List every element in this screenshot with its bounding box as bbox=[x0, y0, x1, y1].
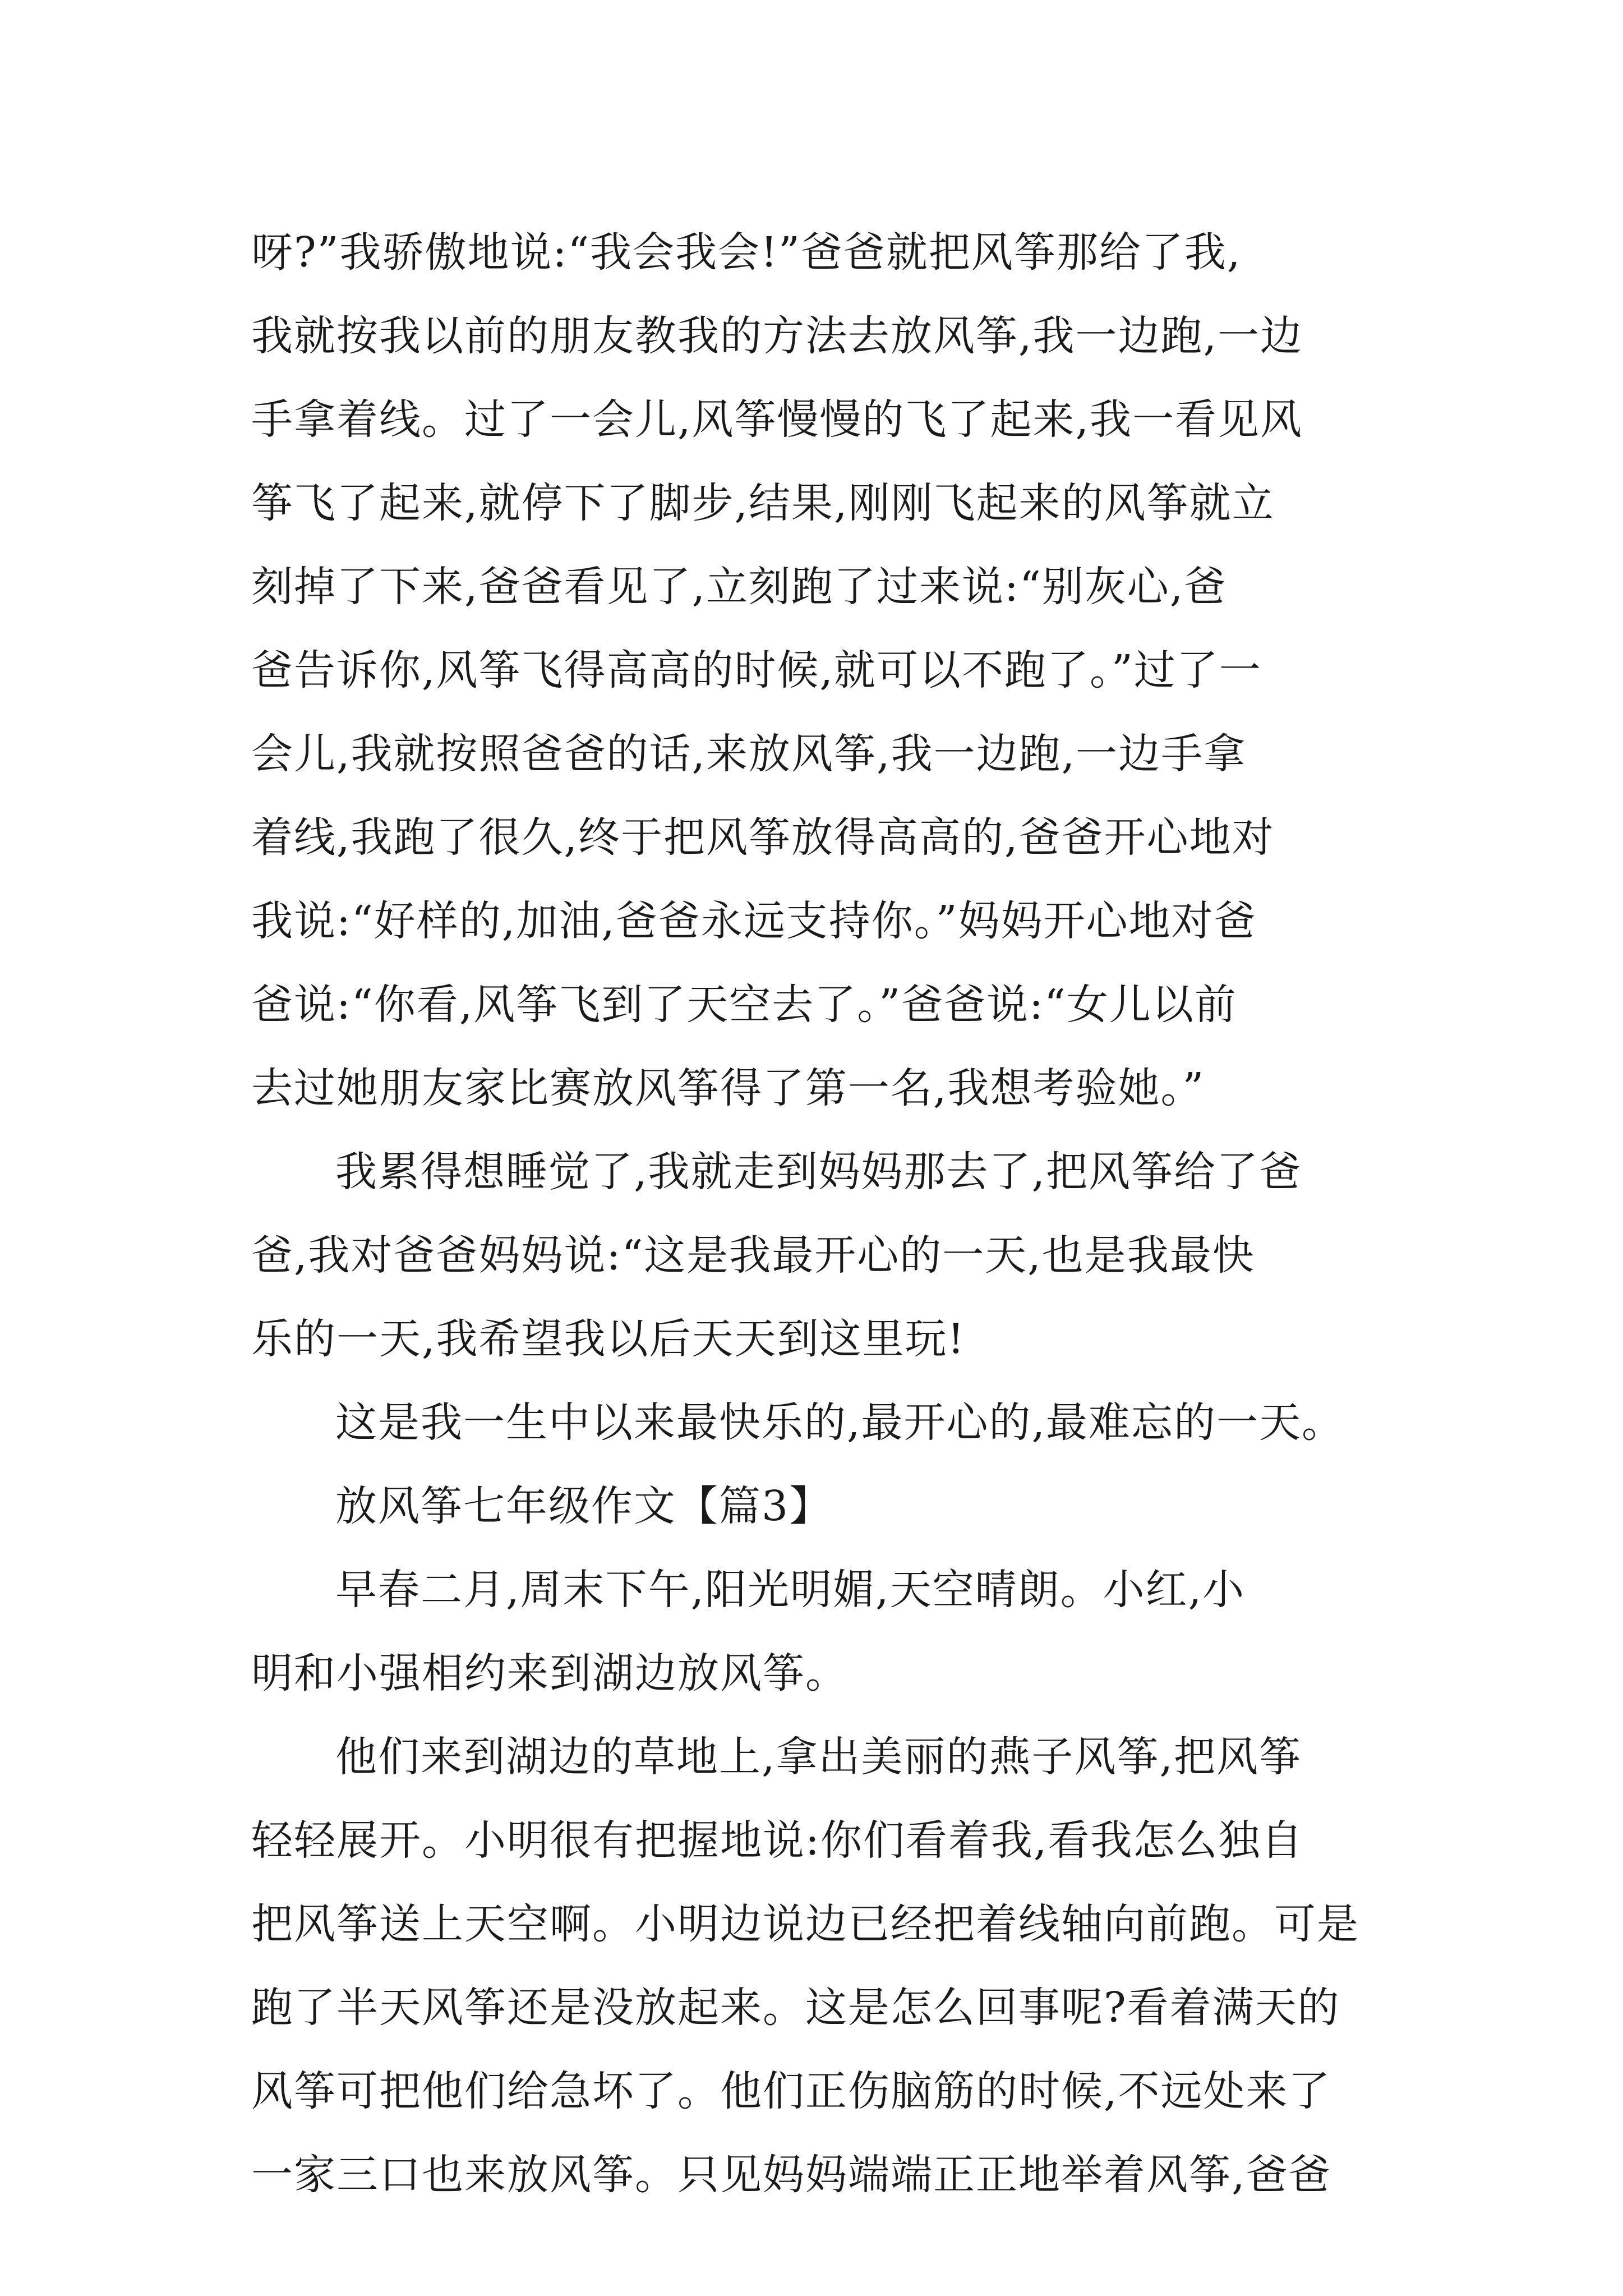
text-line: 轻轻展开。小明很有把握地说:你们看着我,看我怎么独自 bbox=[251, 1816, 1304, 1865]
text-line: 爸说:“你看,风筝飞到了天空去了。”爸爸说:“女儿以前 bbox=[251, 981, 1237, 1029]
text-line: 会儿,我就按照爸爸的话,来放风筝,我一边跑,一边手拿 bbox=[251, 730, 1247, 778]
text-line: 筝飞了起来,就停下了脚步,结果,刚刚飞起来的风筝就立 bbox=[251, 479, 1275, 527]
text-line: 爸,我对爸爸妈妈说:“这是我最开心的一天,也是我最快 bbox=[251, 1231, 1255, 1280]
text-line: 跑了半天风筝还是没放起来。这是怎么回事呢?看着满天的 bbox=[251, 1984, 1340, 2032]
text-line: 风筝可把他们给急坏了。他们正伤脑筋的时候,不远处来了 bbox=[251, 2067, 1331, 2115]
paragraph-start-line: 他们来到湖边的草地上,拿出美丽的燕子风筝,把风筝 bbox=[335, 1733, 1302, 1781]
text-line: 刻掉了下来,爸爸看见了,立刻跑了过来说:“别灰心,爸 bbox=[251, 563, 1227, 611]
paragraph-start-line: 这是我一生中以来最快乐的,最开心的,最难忘的一天。 bbox=[335, 1398, 1345, 1447]
text-line: 乐的一天,我希望我以后天天到这里玩! bbox=[251, 1315, 966, 1363]
text-line: 我就按我以前的朋友教我的方法去放风筝,我一边跑,一边 bbox=[251, 312, 1303, 360]
text-line: 手拿着线。过了一会儿,风筝慢慢的飞了起来,我一看见风 bbox=[251, 395, 1303, 444]
text-line: 呀?”我骄傲地说:“我会我会!”爸爸就把风筝那给了我, bbox=[251, 228, 1242, 277]
text-line: 爸告诉你,风筝飞得高高的时候,就可以不跑了。”过了一 bbox=[251, 646, 1262, 694]
paragraph-start-line: 我累得想睡觉了,我就走到妈妈那去了,把风筝给了爸 bbox=[335, 1148, 1302, 1196]
text-line: 着线,我跑了很久,终于把风筝放得高高的,爸爸开心地对 bbox=[251, 813, 1275, 862]
text-line: 去过她朋友家比赛放风筝得了第一名,我想考验她。” bbox=[251, 1064, 1205, 1112]
essay-text bbox=[251, 211, 1390, 2217]
text-line: 把风筝送上天空啊。小明边说边已经把着线轴向前跑。可是 bbox=[251, 1900, 1359, 1948]
text-line: 一家三口也来放风筝。只见妈妈端端正正地举着风筝,爸爸 bbox=[251, 2151, 1331, 2199]
text-line: 明和小强相约来到湖边放风筝。 bbox=[251, 1649, 848, 1697]
section-heading: 放风筝七年级作文【篇3】 bbox=[335, 1482, 832, 1530]
paragraph-start-line: 早春二月,周末下午,阳光明媚,天空晴朗。小红,小 bbox=[335, 1566, 1246, 1614]
text-line: 我说:“好样的,加油,爸爸永远支持你。”妈妈开心地对爸 bbox=[251, 897, 1257, 945]
